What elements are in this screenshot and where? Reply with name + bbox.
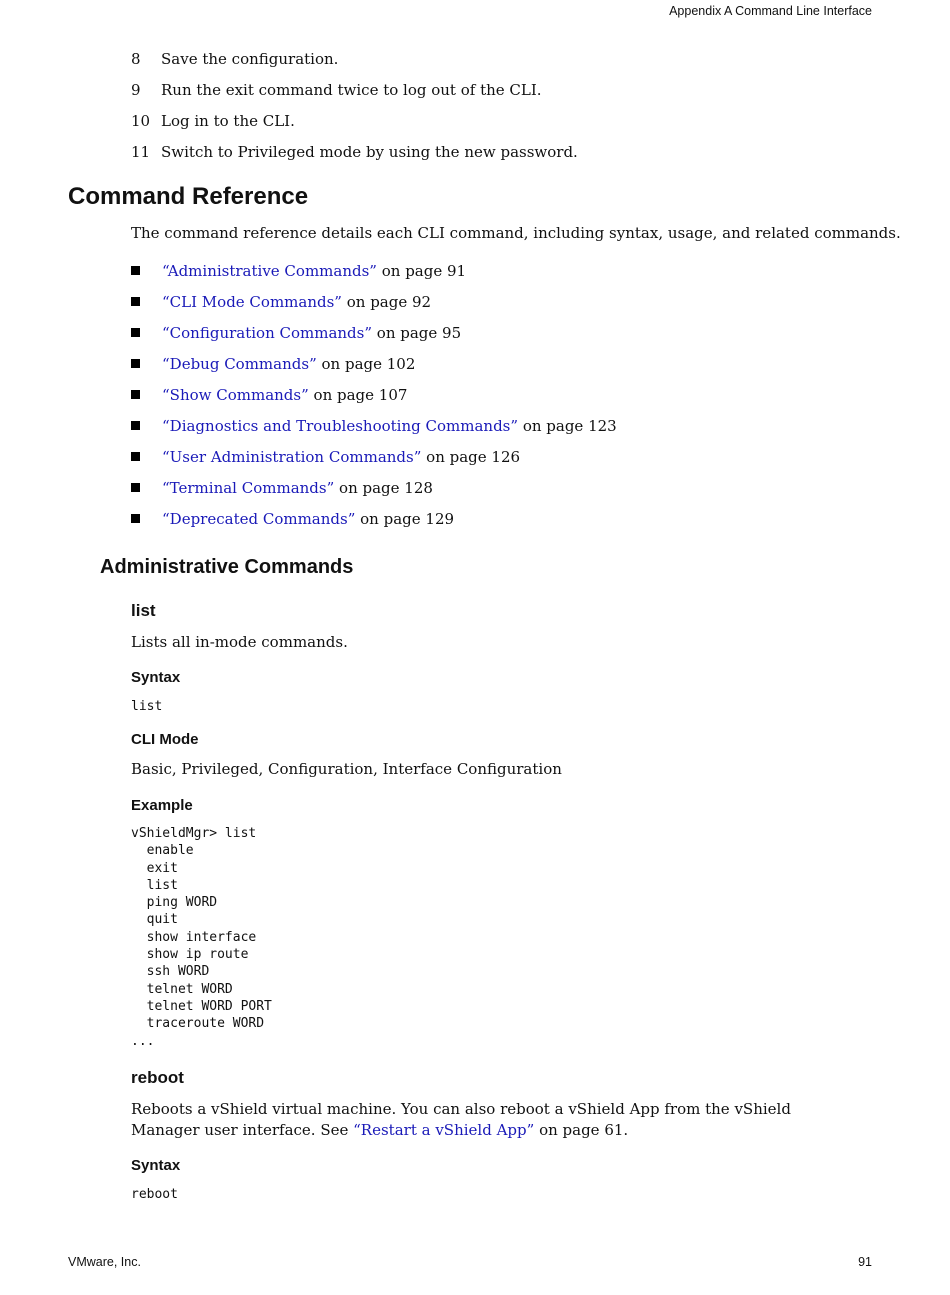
section-intro: The command reference details each CLI command, including syntax, usage, and related commands. [131,224,901,242]
example-heading: Example [131,797,193,814]
cross-reference-link[interactable]: “Configuration Commands” [162,323,373,342]
step-text: Switch to Privileged mode by using the new password. [161,143,578,161]
page-reference: on page 126 [421,447,521,466]
list-item [131,441,617,472]
list-item [131,79,578,110]
step-number: 10 [131,112,151,130]
command-description [131,1099,831,1141]
cross-reference-link[interactable]: “Administrative Commands” [162,261,377,280]
list-item [131,255,617,286]
page-reference: on page 102 [316,354,416,373]
syntax-heading: Syntax [131,1157,181,1174]
procedure-steps [131,48,578,172]
cross-reference-link[interactable]: “Terminal Commands” [162,478,335,497]
page-reference: on page 128 [334,478,433,497]
command-reference-links [131,255,617,534]
page-reference: on page 91 [376,261,467,280]
list-item [131,48,578,79]
list-item [131,317,617,348]
page-reference: on page 61. [534,1121,629,1139]
list-item [131,503,617,534]
cross-reference-link[interactable]: “Deprecated Commands” [162,509,356,528]
list-item [131,410,617,441]
step-text: Log in to the CLI. [161,112,295,130]
command-title-reboot: reboot [131,1068,184,1087]
cross-reference-link[interactable]: “Restart a vShield App” [353,1121,535,1139]
step-text: Save the configuration. [161,50,339,68]
page-reference: on page 129 [355,509,455,528]
section-title: Command Reference [68,183,309,210]
bullet-icon [131,483,140,492]
cli-mode-heading: CLI Mode [131,731,199,748]
page-reference: on page 92 [341,292,432,311]
subsection-title: Administrative Commands [100,556,354,578]
list-item [131,472,617,503]
bullet-icon [131,452,140,461]
step-number: 9 [131,81,141,99]
list-item [131,286,617,317]
cross-reference-link[interactable]: “CLI Mode Commands” [162,292,342,311]
cross-reference-link[interactable]: “Debug Commands” [162,354,317,373]
syntax-heading: Syntax [131,669,181,686]
step-number: 11 [131,143,151,161]
bullet-icon [131,297,140,306]
example-code: vShieldMgr> list enable exit list ping WORD quit show interface show ip route ssh WORD telnet WORD telnet WORD PORT traceroute WORD ... [131,826,272,1049]
list-item [131,141,578,172]
bullet-icon [131,266,140,275]
bullet-icon [131,390,140,399]
command-description: Lists all in-mode commands. [131,633,348,651]
running-head: Appendix A Command Line Interface [669,4,872,18]
cross-reference-link[interactable]: “User Administration Commands” [162,447,422,466]
bullet-icon [131,359,140,368]
cross-reference-link[interactable]: “Diagnostics and Troubleshooting Commands” [162,416,519,435]
syntax-code: list [131,699,163,714]
cross-reference-link[interactable]: “Show Commands” [162,385,309,404]
page-number: 91 [858,1255,872,1269]
step-text: Run the exit command twice to log out of the CLI. [161,81,542,99]
footer-company: VMware, Inc. [68,1255,141,1269]
page-reference: on page 107 [308,385,408,404]
bullet-icon [131,514,140,523]
list-item [131,379,617,410]
syntax-code: reboot [131,1187,178,1202]
bullet-icon [131,328,140,337]
command-title-list: list [131,601,156,620]
page-reference: on page 95 [372,323,462,342]
cli-mode-text: Basic, Privileged, Configuration, Interface Configuration [131,760,562,778]
step-number: 8 [131,50,141,68]
description-text: Reboots a vShield virtual machine. You can also reboot a vShield App from the vShield Manager user interface. See [131,1100,791,1139]
list-item [131,110,578,141]
page-reference: on page 123 [518,416,617,435]
list-item [131,348,617,379]
bullet-icon [131,421,140,430]
